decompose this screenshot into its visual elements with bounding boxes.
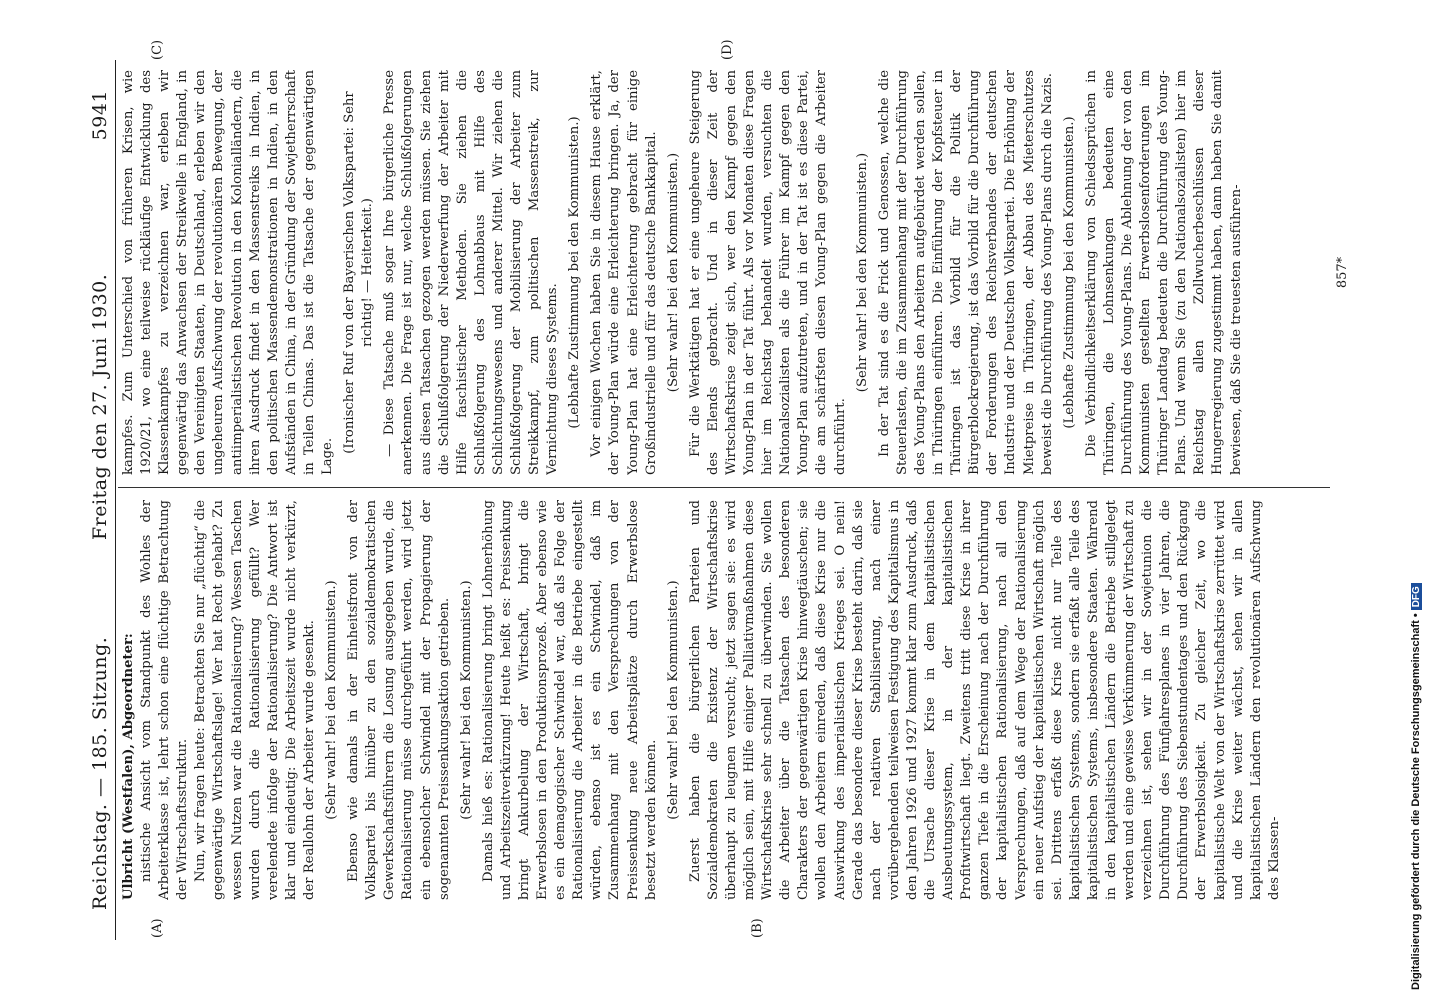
page-header xyxy=(85,60,116,940)
speaker-line: Ulbricht (Westfalen), Abgeordneter: xyxy=(121,633,136,900)
column-divider xyxy=(118,487,1330,488)
margin-marker-b: (B) xyxy=(750,918,765,938)
paragraph: Für die Werktätigen hat er eine ungeheure Steigerung des Elends gebracht. Und in dieser Zeit der Wirtschaftskrise zeigt sich, wer den Kampf gegen den Young-Plan in der Tat führt. Als vor Monaten diese Fragen hier im Reichstag behandelt wurden, versuchten die Nationalsozialisten als die Führer im Kampf gegen den Young-Plan aufzutreten, und in der Tat ist es diese Partei, die am schärfsten diesen Young-Plan gegen die Arbeiter durchführt. xyxy=(687,70,848,475)
digitization-credit xyxy=(1406,0,1432,1000)
margin-marker-c: (C) xyxy=(150,39,165,60)
left-text-column xyxy=(120,500,1330,900)
header-page-number: 5941 xyxy=(89,90,111,141)
header-session: Reichstag. — 185. Sitzung. xyxy=(89,636,111,910)
paragraph: kampfes. Zum Unterschied von früheren Krisen, wie 1920/21, wo eine teilweise rückläufige Entwicklung des Klassenkampfes zu verzeichnen war, erleben wir gegenwärtig das Anwachsen der Streikwelle in England, in den Vereinigten Staaten, in Deutschland, erleben wir den ungeheuren Aufschwung der revolutionären Bewegung, der antiimperialistischen Revolution in den Kolonialländern, die ihren Ausdruck findet in den Massenstreiks in Indien, in den politischen Massendemonstrationen in Indien, in den Aufständen in China, in der Gründung der Sowjetherrschaft in Teilen Chinas. Das ist die Tatsache der gegenwärtigen Lage. xyxy=(121,70,336,475)
paragraph: nistische Ansicht vom Standpunkt des Wohles der Arbeiterklasse ist, lehrt schon eine flüchtige Betrachtung der Wirtschaftsstruktur. xyxy=(139,500,191,900)
paragraph: Die Verbindlichkeitserklärung von Schiedssprüchen in Thüringen, die Lohnsenkungen bedeuten eine Durchführung des Young-Plans. Die Ablehnung der von den Kommunisten gestellten Erwerbslosenforderungen im Thüringer Landtag bedeuten die Durchführung des Young-Plans. Und wenn Sie (zu den Nationalsozialisten) hier im Reichstag allen Zollwucherbeschlüssen dieser Hungerregierung zugestimmt haben, dann haben Sie damit bewiesen, daß Sie die treuesten ausführen- xyxy=(1083,70,1244,475)
paragraph: Zuerst haben die bürgerlichen Parteien und Sozialdemokraten die Existenz der Wirtschaftskrise überhaupt zu leugnen versucht; jetzt sagen sie: es wird möglich sein, mit Hilfe einiger Palliativmaßnahmen diese Wirtschaftskrise sehr schnell zu überwinden. Sie wollen die Arbeiter über die Tatsachen des besonderen Charakters der gegenwärtigen Krise hinwegtäuschen; sie wollen den Arbeitern einreden, daß diese Krise nur die Auswirkung des imperialistischen Krieges sei. O nein! Gerade das besondere dieser Krise besteht darin, daß sie nach der relativen Stabilisierung, nach einer vorübergehenden teilweisen Festigung des Kapitalismus in den Jahren 1926 und 1927 kommt klar zum Ausdruck, daß die Ursache dieser Krise in dem kapitalistischen Ausbeutungssystem, in der kapitalistischen Profitwirtschaft liegt. Zweitens tritt diese Krise in ihrer ganzen Tiefe in die Erscheinung nach der Durchführung der kapitalistischen Rationalisierung, nach all den Versprechungen, daß auf dem Wege der Rationalisierung ein neuer Aufstieg der kapitalistischen Wirtschaft möglich sei. Drittens erfaßt diese Krise nicht nur Teile des kapitalistischen Systems, sondern sie erfaßt alle Teile des kapitalistischen Systems, insbesondere Staaten. Während in den kapitalistischen Ländern die Betriebe stillgelegt werden und eine gewisse Verkümmerung der Wirtschaft zu verzeichnen ist, sehen wir in der Sowjetunion die Durchführung des Fünfjahresplanes in vier Jahren, die Durchführung des Siebenstundentages und den Rückgang der Erwerbslosigkeit. Zu gleicher Zeit, wo die kapitalistische Welt von der Wirtschaftskrise zerrüttet wird und die Krise weiter wächst, sehen wir in allen kapitalistischen Ländern den revolutionären Aufschwung des Klassen- xyxy=(687,500,1282,900)
credit-text: Digitalisierung gefördert durch die Deutsche Forschungsgemeinschaft • xyxy=(1410,613,1422,990)
paragraph: Damals hieß es: Rationalisierung bringt Lohnerhöhung und Arbeitszeitverkürzung! Heute heißt es: Preissenkung bringt Ankurbelung der Wirtschaft, bringt die Erwerbslosen in den Produktionsprozeß. Aber ebenso wie es ein demagogischer Schwindel war, daß als Folge der Rationalisierung die Arbeiter in die Betriebe eingestellt würden, ebenso ist es ein Schwindel, daß im Zusammenhang mit den Versprechungen von der Preissenkung neue Arbeitsplätze durch Erwerbslose besetzt werden können. xyxy=(480,500,659,900)
interjection: (Sehr wahr! bei den Kommunisten.) xyxy=(665,580,681,820)
interjection: (Sehr wahr! bei den Kommunisten.) xyxy=(854,152,870,393)
paragraph: Ebenso wie damals in der Einheitsfront von der Volkspartei bis hinüber zu den sozialdemokratischen Gewerkschaftsführern die Losung ausgegeben wurde, die Rationalisierung müsse durchgeführt werden, wird jetzt ein ebensolcher Schwindel mit der Propagierung der sogenannten Preissenkungsaktion getrieben. xyxy=(346,500,452,900)
interjection: (Sehr wahr! bei den Kommunisten.) xyxy=(324,580,340,820)
page-footer-signature: 857* xyxy=(1335,256,1350,289)
paragraph: In der Tat sind es die Frick und Genossen, welche die Steuerlasten, die im Zusammenhang mit der Durchführung des Young-Plans den Arbeitern aufgebürdet werden sollen, in Thüringen einführen. Die Einführung der Kopfsteuer in Thüringen ist das Vorbild für die Politik der Bürgerblockregierung, ist das Vorbild für die Durchführung der Forderungen des Reichsverbandes der deutschen Industrie und der Deutschen Volkspartei. Die Erhöhung der Mietpreise in Thüringen, der Abbau des Mieterschutzes beweist die Durchführung des Young-Plans durch die Nazis. xyxy=(876,70,1055,475)
interjection: (Lebhafte Zustimmung bei den Kommunisten.) xyxy=(567,116,583,429)
right-text-column xyxy=(120,70,1330,475)
interjection: (Sehr wahr! bei den Kommunisten.) xyxy=(458,580,474,820)
dfg-logo: DFG xyxy=(1411,583,1422,610)
interjection: (Ironischer Ruf von der Bayerischen Volkspartei: Sehr richtig! — Heiterkeit.) xyxy=(342,91,376,454)
interjection: (Sehr wahr! bei den Kommunisten.) xyxy=(665,152,681,393)
paragraph: — Diese Tatsache muß sogar Ihre bürgerliche Presse anerkennen. Die Frage ist nur, welche Schlußfolgerungen aus diesen Tatsachen gezogen werden müssen. Sie ziehen die Schlußfolgerung der Niederwerfung der Arbeiter mit Hilfe faschistischer Methoden. Sie ziehen die Schlußfolgerung des Lohnabbaus mit Hilfe des Schlichtungswesens und anderer Mittel. Wir ziehen die Schlußfolgerung der Mobilisierung der Arbeiter zum Streikkampf, zum politischen Massenstreik, zur Vernichtung dieses Systems. xyxy=(382,70,561,475)
margin-marker-a: (A) xyxy=(150,918,165,938)
paragraph: Vor einigen Wochen haben Sie in diesem Hause erklärt, der Young-Plan würde eine Erleichterung bringen. Ja, der Young-Plan hat eine Erleichterung gebracht für einige Großindustrielle und für das deutsche Bankkapital. xyxy=(589,70,659,475)
margin-marker-d: (D) xyxy=(720,39,735,60)
interjection: (Lebhafte Zustimmung bei den Kommunisten.) xyxy=(1061,116,1077,429)
paragraph: Nun, wir fragen heute: Betrachten Sie nur „flüchtig“ die gegenwärtige Wirtschaftslage! Wer hat Recht gehabt? Zu wessen Nutzen war die Rationalisierung? Wessen Taschen wurden durch die Rationalisierung gefüllt? Wer verelendete infolge der Rationalisierung? Die Antwort ist klar und eindeutig: Die Arbeitszeit wurde nicht verkürzt, der Reallohn der Arbeiter wurde gesenkt. xyxy=(193,500,317,900)
header-date: Freitag den 27. Juni 1930. xyxy=(89,273,111,540)
